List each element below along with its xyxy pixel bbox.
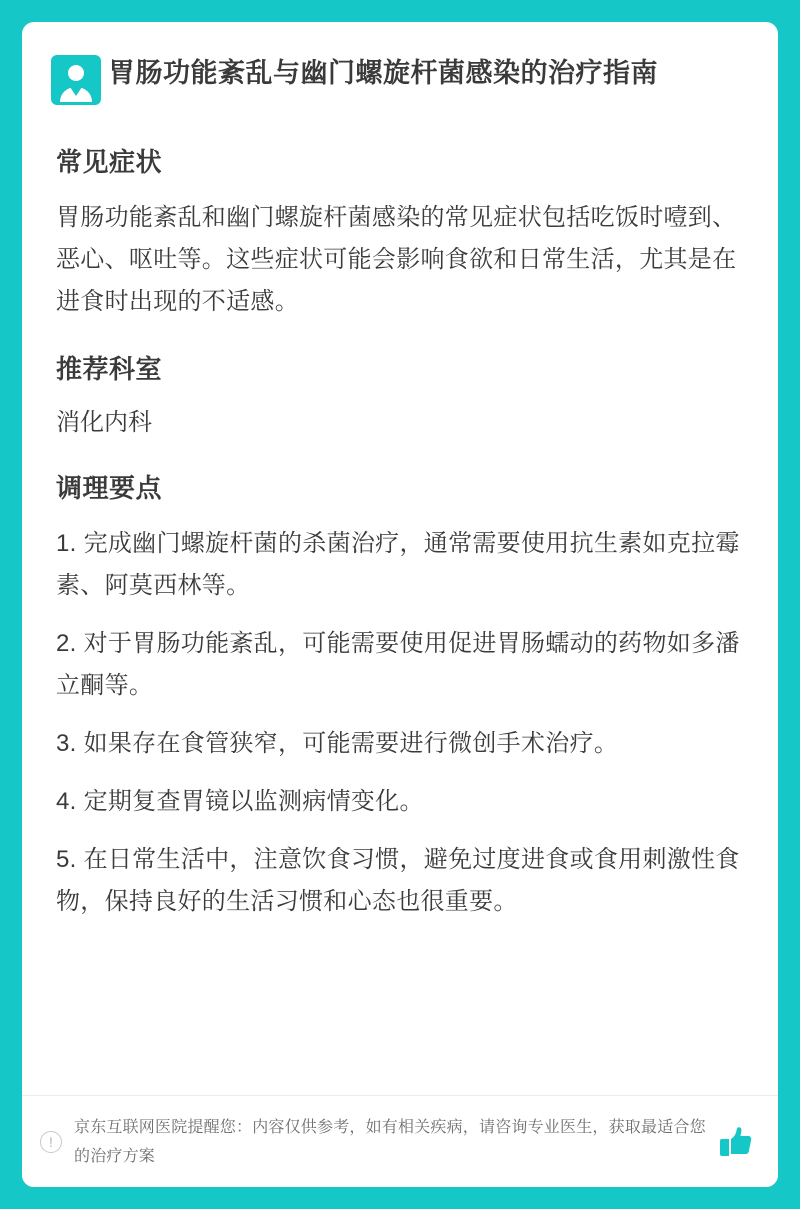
header	[22, 22, 778, 106]
list-item: 1. 完成幽门螺旋杆菌的杀菌治疗，通常需要使用抗生素如克拉霉素、阿莫西林等。	[56, 530, 740, 599]
section-text-symptoms: 胃肠功能紊乱和幽门螺旋杆菌感染的常见症状包括吃饭时噎到、恶心、呕吐等。这些症状可能会影响食欲和日常生活，尤其是在进食时出现的不适感。	[56, 204, 737, 315]
page-title: 胃肠功能紊乱与幽门螺旋杆菌感染的治疗指南	[108, 58, 658, 88]
list-item: 3. 如果存在食管狭窄，可能需要进行微创手术治疗。	[56, 730, 619, 757]
footer-disclaimer-bar	[22, 1095, 778, 1187]
section-heading-care-points: 调理要点	[56, 473, 163, 503]
section-text-department: 消化内科	[56, 409, 152, 436]
care-points-list	[56, 523, 744, 923]
list-item: 4. 定期复查胃镜以监测病情变化。	[56, 788, 424, 815]
content-card	[22, 22, 778, 1187]
thumbs-up-icon[interactable]	[716, 1122, 756, 1162]
section-heading-department: 推荐科室	[56, 354, 163, 384]
doctor-avatar-icon	[50, 54, 102, 106]
section-heading-symptoms: 常见症状	[56, 147, 163, 177]
list-item: 2. 对于胃肠功能紊乱，可能需要使用促进胃肠蠕动的药物如多潘立酮等。	[56, 630, 740, 699]
document-body	[22, 106, 778, 923]
list-item: 5. 在日常生活中，注意饮食习惯，避免过度进食或食用刺激性食物，保持良好的生活习惯和心态也很重要。	[56, 846, 740, 915]
disclaimer-text: 京东互联网医院提醒您：内容仅供参考，如有相关疾病，请咨询专业医生，获取最适合您的治疗方案	[74, 1118, 706, 1165]
info-circle-icon: !	[40, 1131, 62, 1153]
